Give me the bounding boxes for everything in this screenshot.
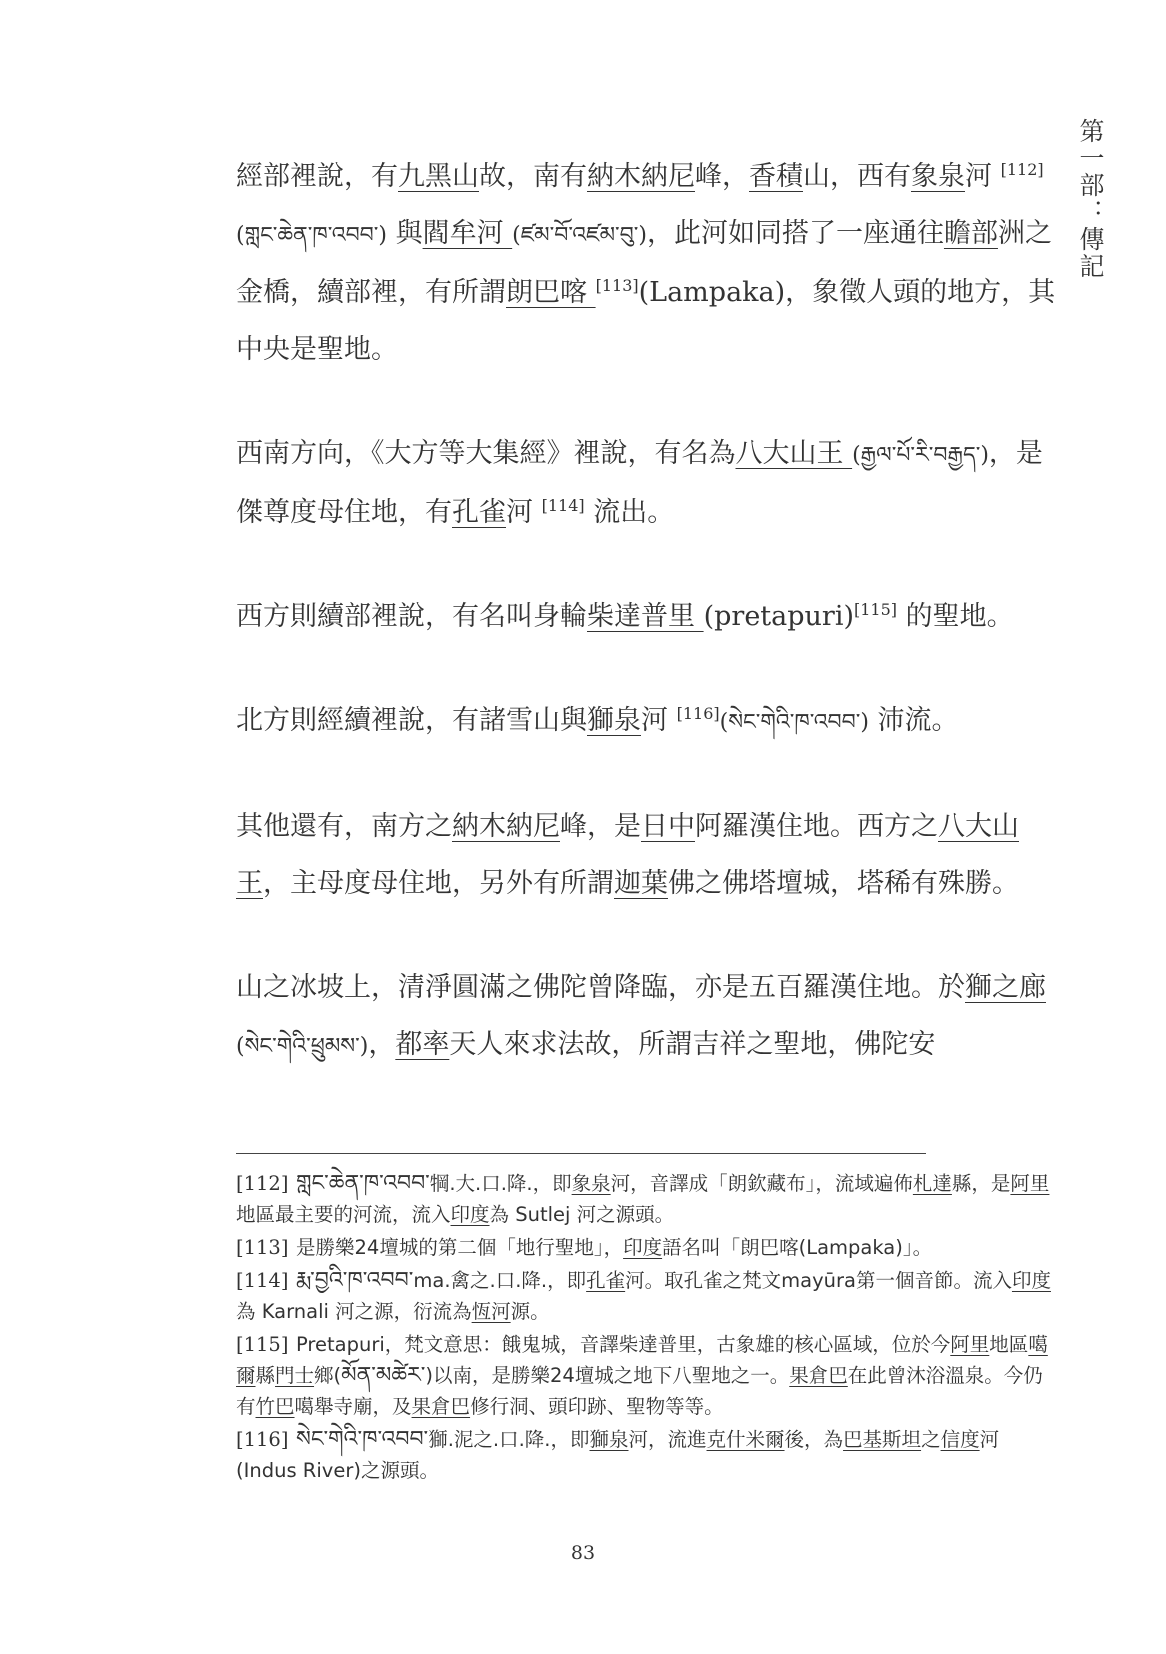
- text: 的聖地。: [897, 601, 1014, 632]
- text: 為 Karnali 河之源，衍流為: [236, 1300, 472, 1323]
- text: ，主母度母住地，另外有所謂: [263, 868, 614, 899]
- underlined-term: 噶爾: [236, 1333, 1048, 1387]
- tibetan-text: (རྒྱལ་པོ་རི་བརྒྱད་): [852, 443, 989, 468]
- footnote-ref[interactable]: [113]: [595, 276, 639, 295]
- underlined-term: 克什米爾: [706, 1428, 785, 1451]
- paragraph-5: [236, 798, 1056, 912]
- underlined-term: 信度: [940, 1428, 980, 1451]
- underlined-term: 恆河: [471, 1300, 511, 1323]
- text: 其他還有，南方之: [236, 811, 452, 842]
- text: 鄉(: [314, 1364, 342, 1387]
- underlined-term: 象泉: [571, 1172, 611, 1195]
- text: ma.禽之.口.降.，即: [413, 1269, 587, 1292]
- text: 佛之佛塔壇城，塔稀有殊勝。: [668, 868, 1019, 899]
- footnote-number: [115]: [236, 1333, 289, 1356]
- text: 山，西有: [803, 161, 911, 192]
- text: 經部裡說，有: [236, 161, 398, 192]
- footnote-divider: [236, 1153, 926, 1154]
- body-text: [236, 148, 1056, 1122]
- text: 縣，是: [951, 1172, 1011, 1195]
- footnote-114: [236, 1265, 1056, 1327]
- footnote-ref[interactable]: [116]: [676, 704, 720, 723]
- underlined-term: 印度: [450, 1203, 490, 1226]
- text: 與: [386, 218, 423, 249]
- underlined-term: 獅泉: [589, 1428, 629, 1451]
- text: 噶舉寺廟，及: [294, 1395, 412, 1418]
- underlined-term: 瞻部: [943, 218, 998, 249]
- footnote-ref[interactable]: [112]: [1000, 160, 1044, 179]
- text: 之: [921, 1428, 941, 1451]
- underlined-term: 都率: [395, 1029, 450, 1060]
- underlined-term: 八大山王: [735, 438, 853, 469]
- text: ，是傑尊度母住地，有: [236, 438, 1043, 528]
- tibetan-text: (སེང་གེའི་ཁ་འབབ་): [719, 710, 869, 735]
- underlined-term: 閻牟河: [422, 218, 513, 249]
- text: 河: [506, 497, 542, 528]
- tibetan-text: སེང་གེའི་ཁ་འབབ་: [296, 1427, 429, 1452]
- text: 西方則續部裡說，有名叫身輪: [236, 601, 587, 632]
- underlined-term: 巴基斯坦: [843, 1428, 922, 1451]
- text: 地區: [989, 1333, 1029, 1356]
- text: 在此曾沐浴溫泉。今仍有: [236, 1364, 1043, 1418]
- underlined-term: 獅泉: [587, 705, 641, 736]
- tibetan-text: (གླང་ཆེན་ཁ་འབབ་): [236, 223, 387, 248]
- underlined-term: 阿里: [1010, 1172, 1050, 1195]
- text: 北方則經續裡說，有諸雪山與: [236, 705, 587, 736]
- footnote-number: [114]: [236, 1269, 289, 1292]
- text: 獅.泥之.口.降.，即: [428, 1428, 590, 1451]
- footnotes: [236, 1168, 1056, 1488]
- text: Pretapuri，梵文意思：餓鬼城，音譯柴達普里，古象雄的核心區域，位於今: [296, 1333, 951, 1356]
- text: ，: [368, 1029, 396, 1060]
- underlined-term: 八大山王: [236, 811, 1019, 899]
- text: 為 Sutlej 河之源頭。: [489, 1203, 675, 1226]
- footnote-112: [236, 1168, 1056, 1230]
- text: 流出。: [584, 497, 675, 528]
- text: 後，為: [784, 1428, 844, 1451]
- underlined-term: 柴達普里: [587, 601, 704, 632]
- text: 故，南有: [479, 161, 587, 192]
- text: 西南方向，《大方等大集經》裡說，有名為: [236, 438, 736, 469]
- underlined-term: 孔雀: [586, 1269, 626, 1292]
- underlined-term: 果倉巴: [411, 1395, 471, 1418]
- text: 天人來求法故，所謂吉祥之聖地，佛陀安: [449, 1029, 936, 1060]
- text: 峰，: [695, 161, 749, 192]
- footnote-number: [113]: [236, 1236, 289, 1259]
- underlined-term: 九黑山: [398, 161, 479, 192]
- underlined-term: 札達: [912, 1172, 952, 1195]
- underlined-term: 獅之廊: [965, 972, 1046, 1003]
- underlined-term: 阿里: [950, 1333, 990, 1356]
- text: 峰，是: [560, 811, 641, 842]
- text: ，象徵人頭的地方，其中央是聖地。: [236, 277, 1056, 365]
- paragraph-4: [236, 692, 1056, 751]
- tibetan-text: རྨ་བྱའི་ཁ་འབབ་: [296, 1268, 414, 1293]
- footnote-116: [236, 1424, 1056, 1486]
- underlined-term: 迦葉: [614, 868, 668, 899]
- underlined-term: 孔雀: [452, 497, 506, 528]
- underlined-term: 印度: [1011, 1269, 1051, 1292]
- underlined-term: 竹巴: [255, 1395, 295, 1418]
- footnote-ref[interactable]: [114]: [541, 496, 585, 515]
- tibetan-text: (ཛམ་བོ་འཛམ་བུ་): [512, 223, 647, 248]
- text: 語名叫「朗巴喀(Lampaka)」。: [662, 1236, 933, 1259]
- footnote-number: [116]: [236, 1428, 289, 1451]
- text: 河: [641, 705, 677, 736]
- text: 阿羅漢住地。西方之: [695, 811, 938, 842]
- text: 河(Indus River)之源頭。: [236, 1428, 1000, 1482]
- latin-text: (Lampaka): [638, 277, 786, 308]
- text: 犅.大.口.降.，即: [429, 1172, 572, 1195]
- underlined-term: 門士: [275, 1364, 315, 1387]
- text: 河，流進: [628, 1428, 707, 1451]
- text: 河: [965, 161, 1001, 192]
- text: 地區最主要的河流，流入: [236, 1203, 451, 1226]
- text: 縣: [255, 1364, 276, 1387]
- underlined-term: 象泉: [911, 161, 965, 192]
- text: ，此河如同搭了一座通往: [646, 218, 944, 249]
- tibetan-text: མོན་མཚེར་: [341, 1363, 426, 1388]
- footnote-ref[interactable]: [115]: [854, 600, 898, 619]
- footnote-113: [236, 1232, 1056, 1263]
- text: 河。取孔雀之梵文mayūra第一個音節。流入: [625, 1269, 1012, 1292]
- page-number: 83: [570, 1542, 596, 1564]
- underlined-term: 日中: [641, 811, 695, 842]
- tibetan-text: གླང་ཆེན་ཁ་འབབ་: [296, 1171, 430, 1196]
- paragraph-1: [236, 148, 1056, 378]
- underlined-term: 印度: [623, 1236, 663, 1259]
- text: 沛流。: [868, 705, 959, 736]
- text: )以南，是勝樂24壇城之地下八聖地之一。: [425, 1364, 790, 1387]
- footnote-115: [236, 1329, 1056, 1422]
- underlined-term: 果倉巴: [789, 1364, 848, 1387]
- text: 洲之金橋，續部裡，有所謂: [236, 218, 1052, 308]
- text: 河，音譯成「朗欽藏布」，流域遍佈: [610, 1172, 913, 1195]
- paragraph-3: [236, 588, 1056, 645]
- underlined-term: 朗巴喀: [506, 277, 596, 308]
- text: 山之冰坡上，清淨圓滿之佛陀曾降臨，亦是五百羅漢住地。於: [236, 972, 965, 1003]
- text: 是勝樂24壇城的第二個「地行聖地」，: [296, 1236, 624, 1259]
- text: 源。: [510, 1300, 550, 1323]
- tibetan-text: (སེང་གེའི་ཕྲུམས་): [236, 1034, 369, 1059]
- underlined-term: 香積: [749, 161, 803, 192]
- paragraph-2: [236, 425, 1056, 541]
- underlined-term: 納木納尼: [587, 161, 695, 192]
- paragraph-6: [236, 959, 1056, 1075]
- latin-text: (pretapuri): [703, 601, 854, 632]
- footnote-number: [112]: [236, 1172, 289, 1195]
- text: 修行洞、頭印跡、聖物等等。: [470, 1395, 724, 1418]
- running-head: 第一部：傳記: [1076, 118, 1105, 280]
- underlined-term: 納木納尼: [452, 811, 560, 842]
